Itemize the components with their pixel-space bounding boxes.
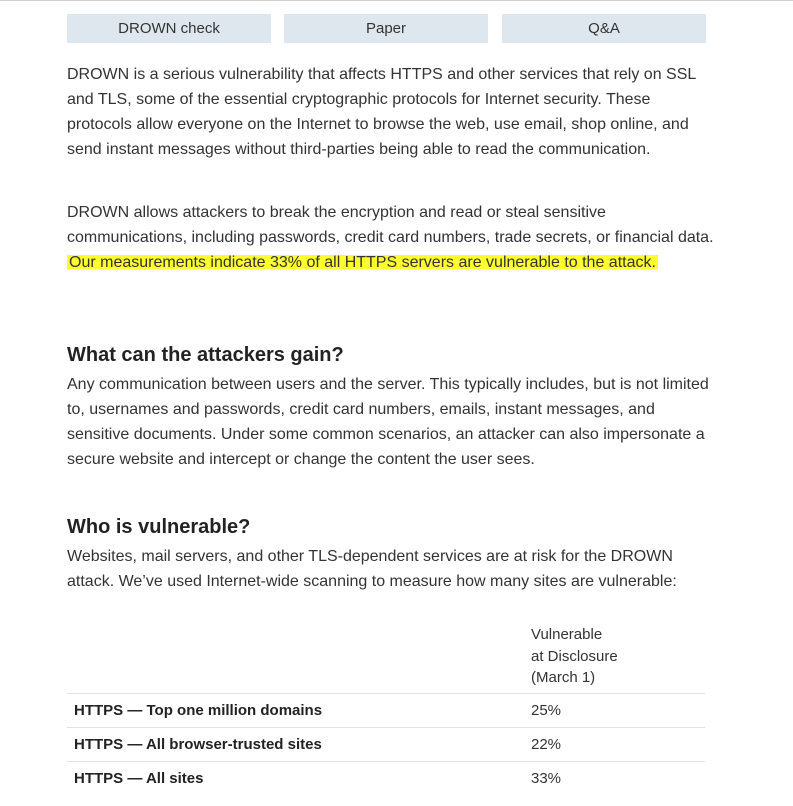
- table-row-value: 22%: [531, 736, 562, 753]
- table-header-line-1: Vulnerable: [531, 626, 603, 643]
- table-row-label: HTTPS — Top one million domains: [74, 702, 323, 719]
- table-row: [67, 761, 705, 796]
- table-row: [67, 693, 705, 728]
- table-row: [67, 727, 705, 762]
- table-column-header: [531, 624, 618, 689]
- table-row-label: HTTPS — All browser-trusted sites: [74, 736, 322, 753]
- nav-qa-button[interactable]: Q&A: [502, 14, 706, 43]
- table-row-value: 33%: [531, 770, 562, 787]
- highlighted-statistic: Our measurements indicate 33% of all HTTPS servers are vulnerable to the attack.: [69, 254, 656, 271]
- table-row-label: HTTPS — All sites: [74, 770, 204, 787]
- top-divider: [0, 0, 793, 1]
- section-body-vulnerable: Websites, mail servers, and other TLS-dependent services are at risk for the DROWN attack. We’ve used Internet-wide scanning to measure how many sites are vulnerable:: [67, 548, 677, 590]
- table-row-value: 25%: [531, 702, 562, 719]
- intro-paragraph-1: DROWN is a serious vulnerability that affects HTTPS and other services that rely on SSL and TLS, some of the essential cryptographic protocols for Internet security. These protocols allow everyone on the Internet to browse the web, use email, shop online, and send instant messages without third-parties being able to read the communication.: [67, 66, 696, 158]
- top-nav: [67, 14, 706, 43]
- section-heading-gain: What can the attackers gain?: [67, 344, 344, 366]
- intro-paragraph-2: [67, 200, 717, 275]
- nav-drown-check-button[interactable]: DROWN check: [67, 14, 271, 43]
- section-body-gain: Any communication between users and the server. This typically includes, but is not limited to, usernames and passwords, credit card numbers, emails, instant messages, and sensitive documents. Under some common scenarios, an attacker can also impersonate a secure website and intercept or change the content the user sees.: [67, 376, 709, 468]
- table-header-line-2: at Disclosure: [531, 647, 618, 665]
- intro-paragraph-2-text: DROWN allows attackers to break the encryption and read or steal sensitive communications, including passwords, credit card numbers, trade secrets, or financial data.: [67, 204, 714, 246]
- nav-paper-button[interactable]: Paper: [284, 14, 488, 43]
- table-header-line-3: (March 1): [531, 669, 596, 686]
- section-heading-vulnerable: Who is vulnerable?: [67, 516, 251, 538]
